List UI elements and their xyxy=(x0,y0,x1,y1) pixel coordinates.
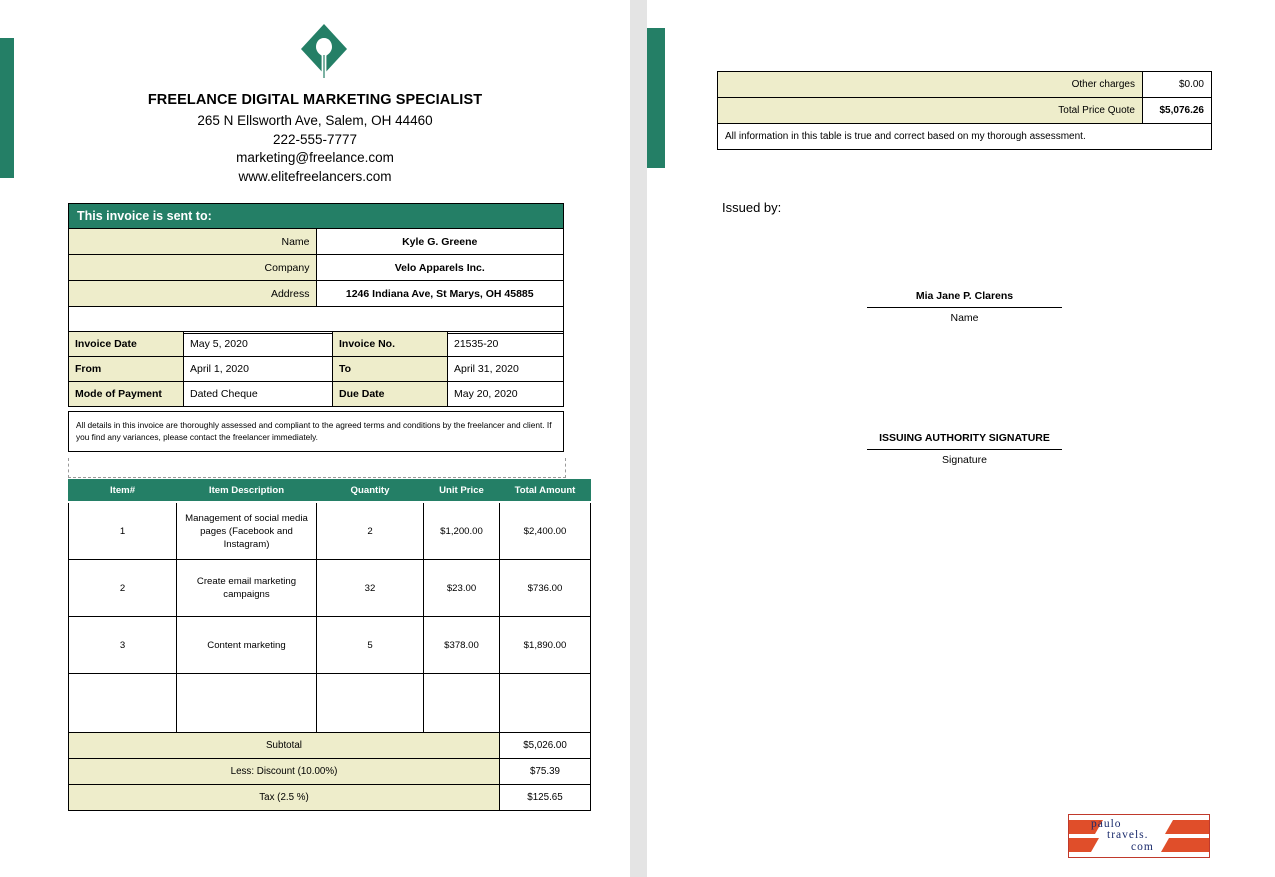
dashed-separator-row xyxy=(68,458,566,478)
item-no: 3 xyxy=(69,617,177,674)
spacer-cell xyxy=(69,307,564,334)
company-name: FREELANCE DIGITAL MARKETING SPECIALIST xyxy=(147,92,483,108)
meta-key-invoice-no: Invoice No. xyxy=(333,332,448,357)
empty-cell xyxy=(500,674,591,733)
sent-to-table xyxy=(68,203,564,334)
totals-row-discount xyxy=(69,759,591,785)
item-quantity: 5 xyxy=(317,617,424,674)
item-description: Create email marketing campaigns xyxy=(177,560,317,617)
meta-value-due-date: May 20, 2020 xyxy=(448,382,564,407)
meta-value-invoice-date: May 5, 2020 xyxy=(184,332,333,357)
sent-to-label-name: Name xyxy=(69,229,317,255)
quote-value-other-charges: $0.00 xyxy=(1143,72,1212,98)
sent-to-label-address: Address xyxy=(69,281,317,307)
totals-value-discount: $75.39 xyxy=(500,759,591,785)
totals-value-subtotal: $5,026.00 xyxy=(500,733,591,759)
table-row xyxy=(718,124,1212,150)
table-row xyxy=(69,382,564,407)
line-items-table xyxy=(68,479,591,811)
table-row-empty xyxy=(69,674,591,733)
item-no: 1 xyxy=(69,502,177,560)
invoice-page-right xyxy=(647,0,1275,877)
table-row xyxy=(718,72,1212,98)
item-total: $2,400.00 xyxy=(500,502,591,560)
item-unit-price: $23.00 xyxy=(424,560,500,617)
company-website: www.elitefreelancers.com xyxy=(238,168,392,184)
table-row xyxy=(69,332,564,357)
column-header-unit-price: Unit Price xyxy=(424,480,500,503)
table-row xyxy=(69,560,591,617)
totals-row-subtotal xyxy=(69,733,591,759)
item-total: $736.00 xyxy=(500,560,591,617)
table-row xyxy=(69,255,564,281)
column-header-quantity: Quantity xyxy=(317,480,424,503)
signature-name-block xyxy=(867,290,1062,324)
issued-by-label: Issued by: xyxy=(722,200,782,215)
sent-to-value-address: 1246 Indiana Ave, St Marys, OH 45885 xyxy=(316,281,564,307)
meta-key-to: To xyxy=(333,357,448,382)
item-quantity: 2 xyxy=(317,502,424,560)
diamond-pen-nib-icon xyxy=(297,22,351,80)
item-unit-price: $378.00 xyxy=(424,617,500,674)
item-total: $1,890.00 xyxy=(500,617,591,674)
quote-value-total-price-quote: $5,076.26 xyxy=(1143,98,1212,124)
signature-authority-value: ISSUING AUTHORITY SIGNATURE xyxy=(879,432,1050,444)
totals-label-tax: Tax (2.5 %) xyxy=(69,785,500,811)
price-quote-table xyxy=(717,71,1212,150)
totals-label-discount: Less: Discount (10.00%) xyxy=(69,759,500,785)
paulo-travels-watermark xyxy=(1068,814,1210,858)
company-header xyxy=(0,92,630,186)
signature-name-value: Mia Jane P. Clarens xyxy=(915,290,1014,302)
column-header-item-no: Item# xyxy=(69,480,177,503)
table-row xyxy=(718,98,1212,124)
company-address: 265 N Ellsworth Ave, Salem, OH 44460 xyxy=(197,113,433,128)
sent-to-title: This invoice is sent to: xyxy=(69,204,564,229)
meta-value-to: April 31, 2020 xyxy=(448,357,564,382)
watermark-line-3: com xyxy=(1131,841,1154,853)
totals-label-subtotal: Subtotal xyxy=(69,733,500,759)
watermark-line-2: travels. xyxy=(1107,829,1149,841)
invoice-meta-table xyxy=(68,331,564,407)
totals-row-tax xyxy=(69,785,591,811)
quote-label-other-charges: Other charges xyxy=(718,72,1143,98)
table-row xyxy=(69,229,564,255)
item-description: Content marketing xyxy=(177,617,317,674)
signature-authority-block xyxy=(867,432,1062,466)
item-quantity: 32 xyxy=(317,560,424,617)
empty-cell xyxy=(317,674,424,733)
watermark-text xyxy=(1069,815,1209,857)
invoice-disclaimer: All details in this invoice are thoroughly assessed and compliant to the agreed terms and conditions by the freelancer and client. If you find any variances, please contact the freelancer immediately. xyxy=(68,411,564,452)
table-row xyxy=(69,281,564,307)
company-email: marketing@freelance.com xyxy=(236,150,394,165)
signature-name-caption: Name xyxy=(950,312,979,324)
meta-value-invoice-no: 21535-20 xyxy=(448,332,564,357)
table-row xyxy=(69,617,591,674)
quote-label-total-price-quote: Total Price Quote xyxy=(718,98,1143,124)
sent-to-value-company: Velo Apparels Inc. xyxy=(316,255,564,281)
company-phone: 222-555-7777 xyxy=(272,131,358,147)
item-description: Management of social media pages (Facebook and Instagram) xyxy=(177,502,317,560)
watermark-line-1: paulo xyxy=(1091,818,1122,830)
column-header-description: Item Description xyxy=(177,480,317,503)
meta-key-from: From xyxy=(69,357,184,382)
table-header-row xyxy=(69,480,591,503)
meta-value-mode-of-payment: Dated Cheque xyxy=(184,382,333,407)
empty-cell xyxy=(424,674,500,733)
meta-key-mode-of-payment: Mode of Payment xyxy=(69,382,184,407)
table-row xyxy=(69,204,564,229)
table-row xyxy=(69,502,591,560)
table-row xyxy=(69,357,564,382)
quote-note: All information in this table is true and correct based on my thorough assessment. xyxy=(718,124,1212,150)
item-unit-price: $1,200.00 xyxy=(424,502,500,560)
page-divider xyxy=(630,0,647,877)
column-header-total-amount: Total Amount xyxy=(500,480,591,503)
empty-cell xyxy=(177,674,317,733)
totals-value-tax: $125.65 xyxy=(500,785,591,811)
meta-value-from: April 1, 2020 xyxy=(184,357,333,382)
meta-key-invoice-date: Invoice Date xyxy=(69,332,184,357)
invoice-page-left xyxy=(0,0,630,877)
empty-cell xyxy=(69,674,177,733)
sent-to-label-company: Company xyxy=(69,255,317,281)
sent-to-value-name: Kyle G. Greene xyxy=(316,229,564,255)
table-spacer-row xyxy=(69,307,564,334)
signature-authority-caption: Signature xyxy=(942,454,987,466)
meta-key-due-date: Due Date xyxy=(333,382,448,407)
item-no: 2 xyxy=(69,560,177,617)
